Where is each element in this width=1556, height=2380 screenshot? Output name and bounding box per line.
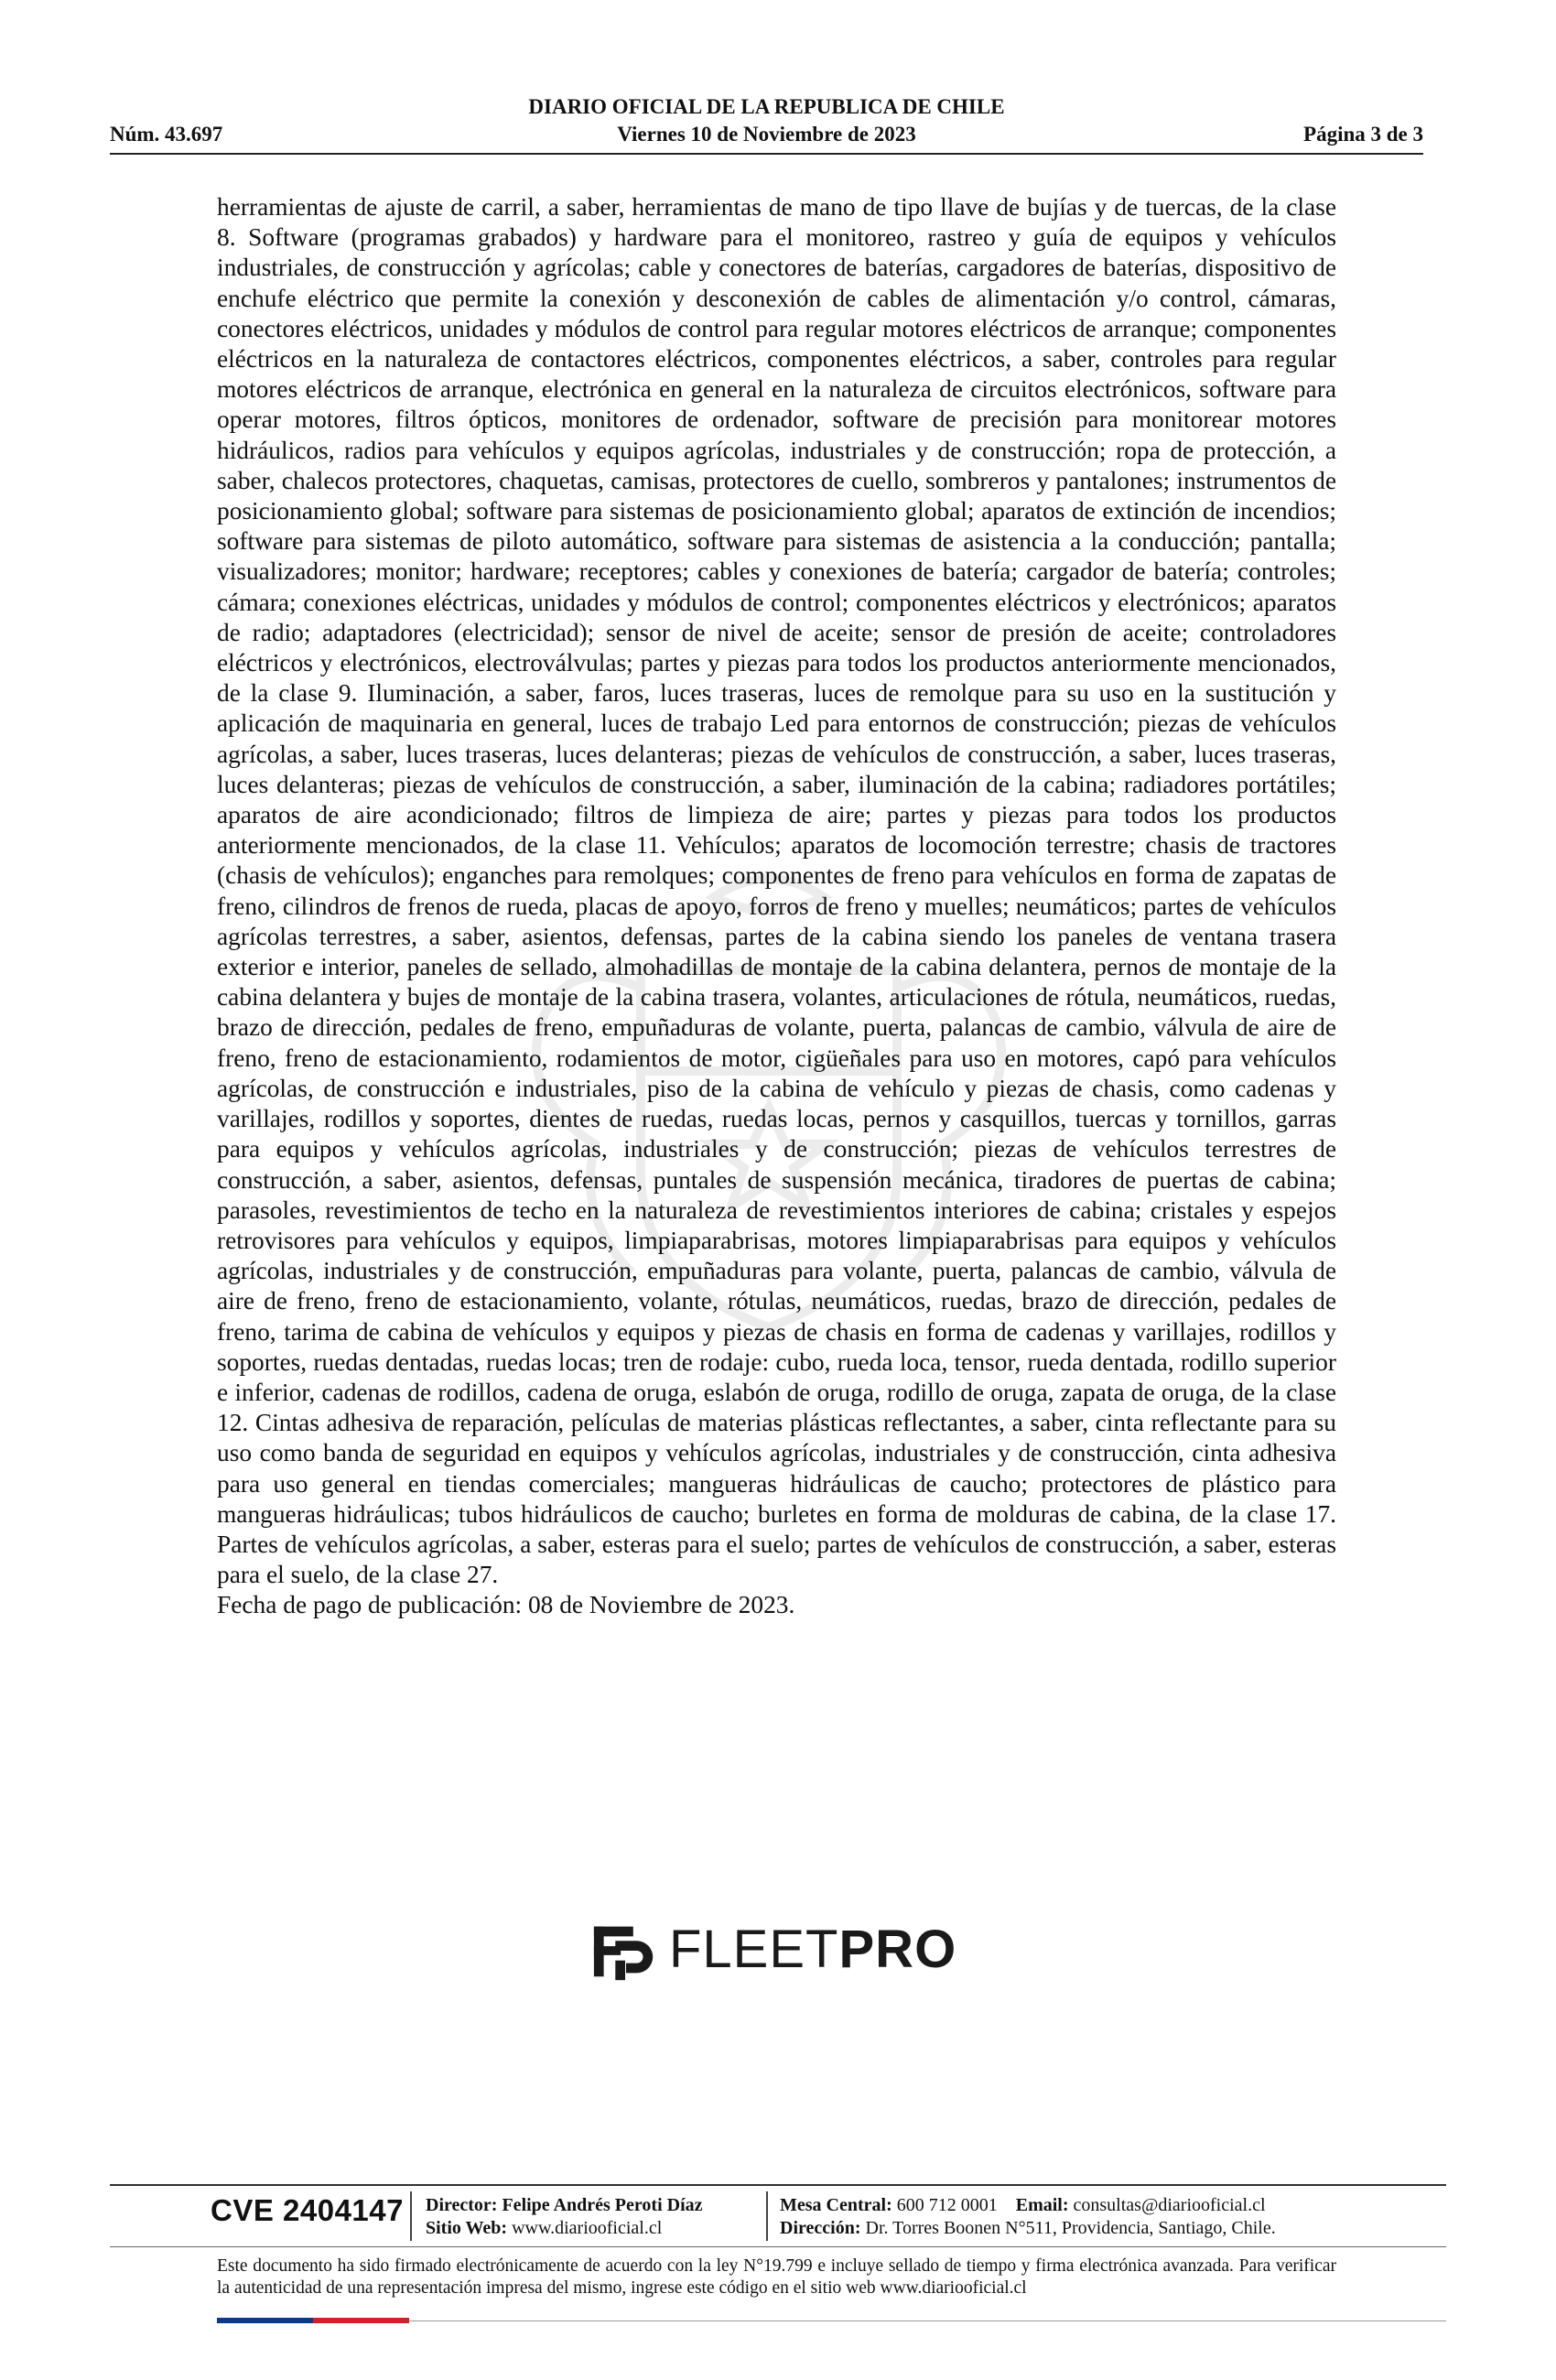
- chile-flag-bar: [217, 2318, 409, 2323]
- wordmark-fleet: FLEET: [669, 1920, 839, 1979]
- mesa-label: Mesa Central:: [780, 2195, 892, 2215]
- publication-date: Viernes 10 de Noviembre de 2023: [617, 123, 916, 146]
- footer-contact-right: [780, 2194, 1276, 2240]
- page-indicator: Página 3 de 3: [1303, 123, 1423, 146]
- footer-divider-mid: [110, 2246, 1446, 2247]
- mesa-phone: 600 712 0001: [896, 2195, 998, 2215]
- director-label: Director:: [426, 2195, 498, 2215]
- footer-separator: [410, 2191, 412, 2241]
- email-label: Email:: [1015, 2195, 1069, 2215]
- publication-title: DIARIO OFICIAL DE LA REPUBLICA DE CHILE: [528, 95, 1005, 118]
- address-value: Dr. Torres Boonen N°511, Providencia, Santiago, Chile.: [865, 2218, 1276, 2238]
- document-body: [217, 192, 1336, 1621]
- footer-divider-bottom: [409, 2320, 1446, 2321]
- footer-divider-top: [110, 2184, 1446, 2186]
- flag-blue-segment: [217, 2318, 313, 2323]
- flag-red-segment: [313, 2318, 409, 2323]
- header-divider: [110, 153, 1423, 155]
- payment-date: Fecha de pago de publicación: 08 de Noviembre de 2023.: [217, 1591, 795, 1619]
- site-label: Sitio Web:: [426, 2218, 508, 2238]
- email-link[interactable]: consultas@diariooficial.cl: [1073, 2195, 1266, 2215]
- footer-contact-left: [426, 2194, 703, 2240]
- footer-separator: [766, 2191, 768, 2241]
- issue-number: Núm. 43.697: [110, 123, 223, 146]
- director-name: Felipe Andrés Peroti Díaz: [502, 2195, 703, 2215]
- fleetpro-logo: [590, 1913, 975, 1986]
- site-link[interactable]: www.diariooficial.cl: [512, 2218, 663, 2238]
- wordmark-pro: PRO: [838, 1920, 957, 1979]
- fleetpro-logo-icon: [590, 1914, 662, 1985]
- fleetpro-wordmark: [669, 1920, 957, 1979]
- cve-code: CVE 2404147: [211, 2193, 404, 2227]
- legal-notice: Este documento ha sido firmado electrónicamente de acuerdo con la ley N°19.799 e incluye sellado de tiempo y firma electrónica avanzada. Para verificar la autenticidad de una representación impresa del mismo, ingrese este código en el sitio web www.diariooficial.cl: [217, 2256, 1336, 2298]
- page-header: [110, 95, 1423, 148]
- address-label: Dirección:: [780, 2218, 861, 2238]
- body-paragraph: herramientas de ajuste de carril, a saber, herramientas de mano de tipo llave de bujías y de tuercas, de la clase 8. Software (programas grabados) y hardware para el monitoreo, rastreo y guía de equipos y vehículos industriales, de construcción y agrícolas; cable y conectores de baterías, cargadores de baterías, dispositivo de enchufe eléctrico que permite la conexión y desconexión de cables de alimentación y/o control, cámaras, conectores eléctricos, unidades y módulos de control para regular motores eléctricos de arranque; componentes eléctricos en la naturaleza de contactores eléctricos, componentes eléctricos, a saber, controles para regular motores eléctricos de arranque, electrónica en general en la naturaleza de circuitos electrónicos, software para operar motores, filtros ópticos, monitores de ordenador, software de precisión para monitorear motores hidráulicos, radios para vehículos y equipos agrícolas, industriales y de construcción; ropa de protección, a saber, chalecos protectores, chaquetas, camisas, protectores de cuello, sombreros y pantalones; instrumentos de posicionamiento global; software para sistemas de posicionamiento global; aparatos de extinción de incendios; software para sistemas de piloto automático, software para sistemas de asistencia a la conducción; pantalla; visualizadores; monitor; hardware; receptores; cables y conexiones de batería; cargador de batería; controles; cámara; conexiones eléctricas, unidades y módulos de control; componentes eléctricos y electrónicos; aparatos de radio; adaptadores (electricidad); sensor de nivel de aceite; sensor de presión de aceite; controladores eléctricos y electrónicos, electroválvulas; partes y piezas para todos los productos anteriormente mencionados, de la clase 9. Iluminación, a saber, faros, luces traseras, luces de remolque para su uso en la sustitución y aplicación de maquinaria en general, luces de trabajo Led para entornos de construcción; piezas de vehículos agrícolas, a saber, luces traseras, luces delanteras; piezas de vehículos de construcción, a saber, luces traseras, luces delanteras; piezas de vehículos de construcción, a saber, iluminación de la cabina; radiadores portátiles; aparatos de aire acondicionado; filtros de limpieza de aire; partes y piezas para todos los productos anteriormente mencionados, de la clase 11. Vehículos; aparatos de locomoción terrestre; chasis de tractores (chasis de vehículos); enganches para remolques; componentes de freno para vehículos en forma de zapatas de freno, cilindros de frenos de rueda, placas de apoyo, forros de freno y muelles; neumáticos; partes de vehículos agrícolas terrestres, a saber, asientos, defensas, partes de la cabina siendo los paneles de ventana trasera exterior e interior, paneles de sellado, almohadillas de montaje de la cabina delantera, pernos de montaje de la cabina delantera y bujes de montaje de la cabina trasera, volantes, articulaciones de rótula, neumáticos, ruedas, brazo de dirección, pedales de freno, empuñaduras de volante, puerta, palancas de cambio, válvula de aire de freno, freno de estacionamiento, rodamientos de motor, cigüeñales para uso en motores, capó para vehículos agrícolas, de construcción e industriales, piso de la cabina de vehículo y piezas de chasis, como cadenas y varillajes, rodillos y soportes, dientes de ruedas, ruedas locas, pernos y casquillos, tuercas y tornillos, garras para equipos y vehículos agrícolas, industriales y de construcción; piezas de vehículos terrestres de construcción, a saber, asientos, defensas, puntales de suspensión mecánica, tiradores de puertas de cabina; parasoles, revestimientos de techo en la naturaleza de revestimientos interiores de cabina; cristales y espejos retrovisores para vehículos y equipos, limpiaparabrisas, motores limpiaparabrisas para equipos y vehículos agrícolas, industriales y de construcción, empuñaduras para volante, puerta, palancas de cambio, válvula de aire de freno, freno de estacionamiento, volante, rótulas, neumáticos, ruedas, brazo de dirección, pedales de freno, tarima de cabina de vehículos y equipos y piezas de chasis en forma de cadenas y varillajes, rodillos y soportes, ruedas dentadas, ruedas locas; tren de rodaje: cubo, rueda loca, tensor, rueda dentada, rodillo superior e inferior, cadenas de rodillos, cadena de oruga, eslabón de oruga, rodillo de oruga, zapata de oruga, de la clase 12. Cintas adhesiva de reparación, películas de materias plásticas reflectantes, a saber, cinta reflectante para su uso como banda de seguridad en equipos y vehículos agrícolas, industriales y de construcción, cinta adhesiva para uso general en tiendas comerciales; mangueras hidráulicas de caucho; protectores de plástico para mangueras hidráulicas; tubos hidráulicos de caucho; burletes en forma de molduras de cabina, de la clase 17. Partes de vehículos agrícolas, a saber, esteras para el suelo; partes de vehículos de construcción, a saber, esteras para el suelo, de la clase 27.: [217, 193, 1336, 1589]
